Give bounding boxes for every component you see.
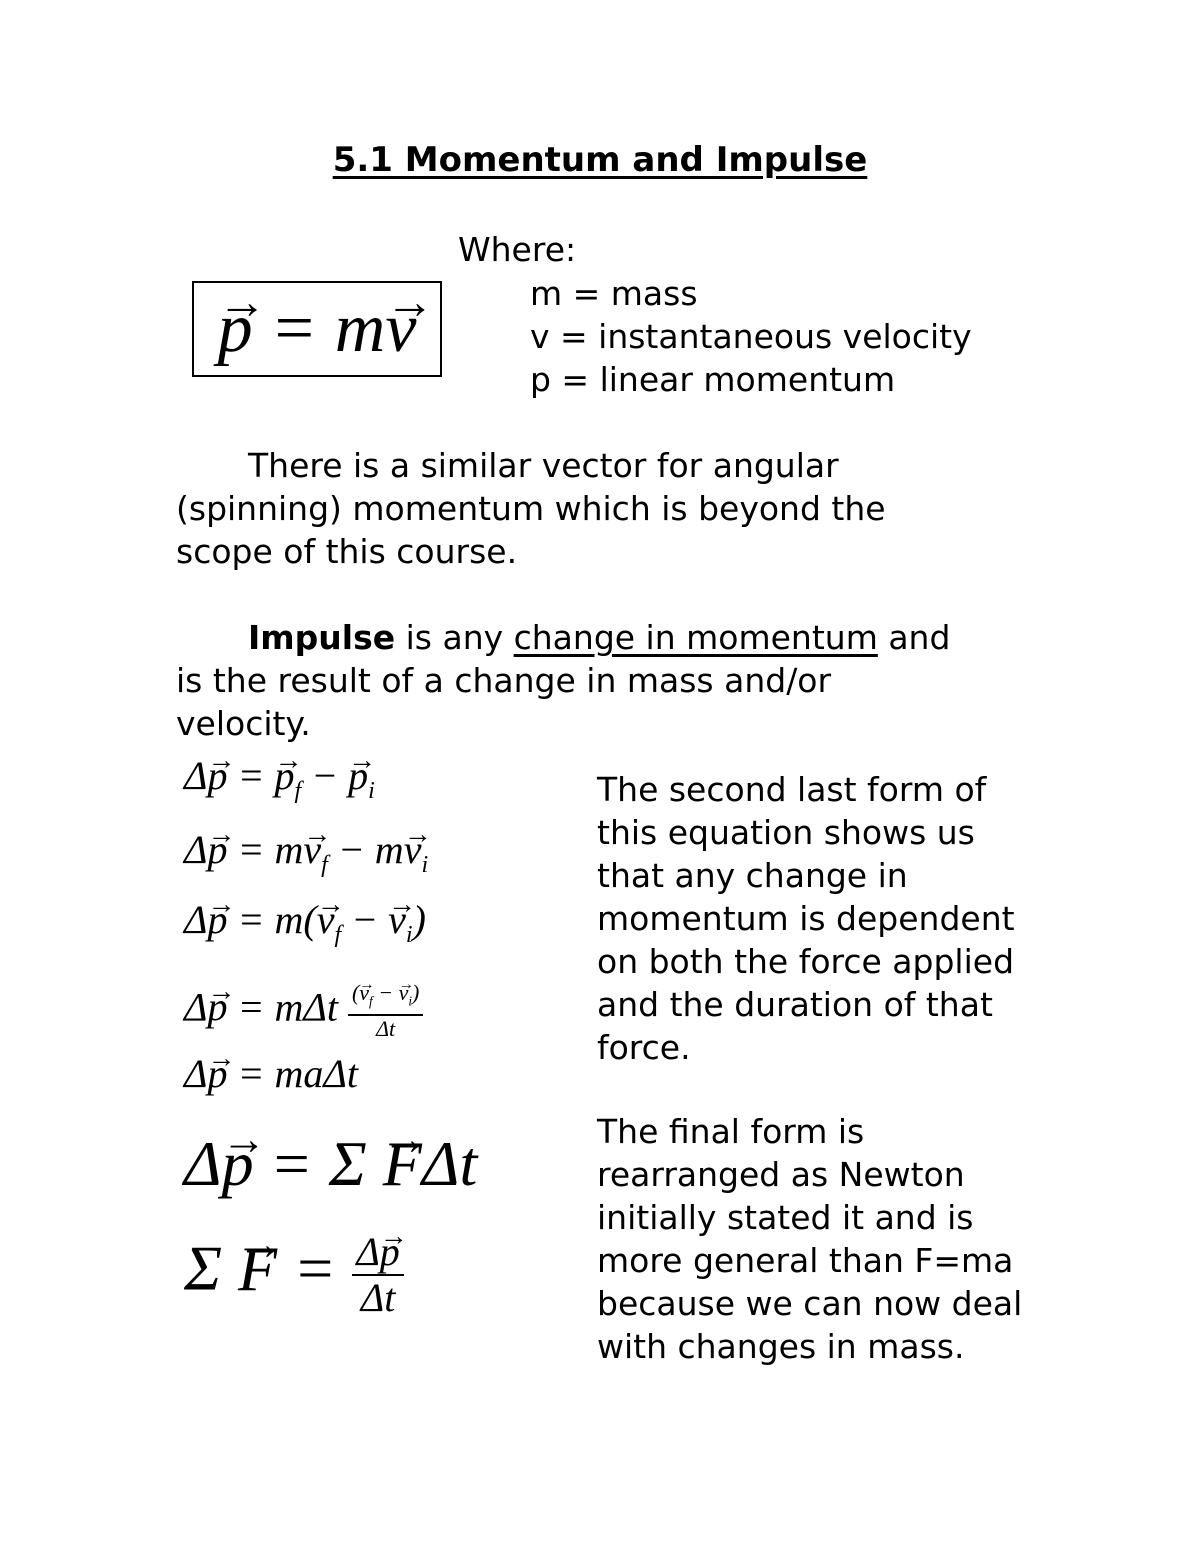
second-last-form-explanation [597,768,1015,1069]
paragraph1-line2: (spinning) momentum which is beyond the [176,489,886,528]
side1-line: this equation shows us [597,813,975,852]
equation-4: Δ→ p = mΔt $\frac{(\to v_f - \to v_i)}{\Delta t}$ [184,980,423,1042]
fraction-dp-over-dt: $\frac{\Delta\to p}{\Delta t}$ [352,1230,403,1320]
side2-line: because we can now deal [597,1284,1023,1323]
impulse-text1: is any [395,618,514,657]
side2-line: with changes in mass. [597,1327,965,1366]
paragraph1-line1: There is a similar vector for angular [248,446,839,485]
impulse-text2: and [877,618,951,657]
equation-7: Σ → F = $\frac{\Delta\to p}{\Delta t}$ [184,1230,404,1320]
side1-line: on both the force applied [597,942,1015,981]
fraction-velocity-over-time: $\frac{(\to v_f - \to v_i)}{\Delta t}$ [348,980,423,1042]
side2-line: The final form is [597,1112,865,1151]
impulse-line3: velocity. [176,704,311,743]
side1-line: The second last form of [597,770,987,809]
impulse-paragraph [176,616,950,745]
side2-line: rearranged as Newton [597,1155,965,1194]
angular-momentum-paragraph [176,444,886,573]
definition-mass: m = mass [530,274,698,313]
where-label: Where: [458,230,577,269]
side2-line: initially stated it and is [597,1198,974,1237]
paragraph1-line3: scope of this course. [176,532,518,571]
definition-velocity: v = instantaneous velocity [530,317,972,356]
definition-momentum: p = linear momentum [530,360,896,399]
page-title: 5.1 Momentum and Impulse [332,140,868,180]
impulse-line2: is the result of a change in mass and/or [176,661,832,700]
equation-2: $\Delta\to p = m\to v_f - m\to v_i$ [184,826,428,889]
equation-6: Δ→ p = Σ → FΔt [184,1128,477,1200]
side1-line: force. [597,1028,691,1067]
side1-line: momentum is dependent [597,899,1015,938]
equation-1: Δ→ p = → $p_f$ − → $p_i$ [184,752,375,815]
equation-5: Δ→ p = maΔt [184,1050,358,1098]
momentum-formula-box: → p = m→ v [192,281,442,377]
final-form-explanation [597,1110,1022,1368]
impulse-term: Impulse [248,618,396,657]
side1-line: and the duration of that [597,985,993,1024]
side2-line: more general than F=ma [597,1241,1014,1280]
change-in-momentum-underlined: change in momentum [513,618,878,657]
side1-line: that any change in [597,856,908,895]
equation-3: $\Delta\to p = m(\to v_f$ − → $v_i$) [184,896,426,959]
definitions-list [530,272,972,401]
